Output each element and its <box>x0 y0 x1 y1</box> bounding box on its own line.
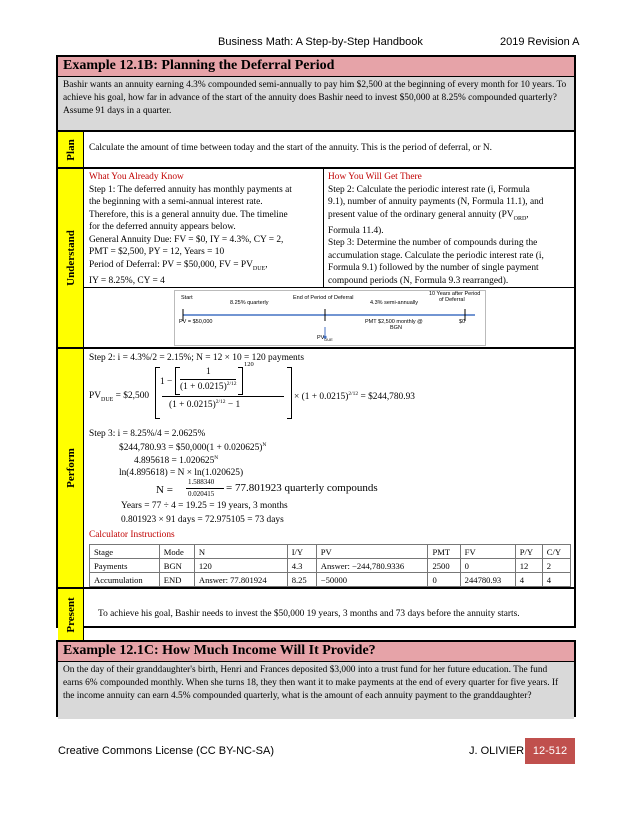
timeline-end-deferral: End of Period of Deferral <box>293 295 354 301</box>
table-cell: I/Y <box>287 545 316 559</box>
timeline-pvdue: $PV_{DUE}$ <box>317 335 333 343</box>
table-cell: P/Y <box>515 545 542 559</box>
table-cell: END <box>159 573 194 587</box>
n-num: 1.588340 <box>188 478 215 486</box>
example-title: Example 12.1C: How Much Income Will It Provide? <box>58 642 574 662</box>
get-line: Step 2: Calculate the periodic interest rate (i, Formula <box>328 184 530 195</box>
page-number: 12-512 <box>525 738 575 764</box>
known-line: Step 1: The deferred annuity has monthly payments at <box>89 184 292 195</box>
table-row <box>90 559 571 573</box>
license: Creative Commons License (CC BY-NC-SA) <box>58 745 274 757</box>
table-cell: 4.3 <box>287 559 316 573</box>
problem-statement: On the day of their granddaughter's birth, Henri and Frances deposited $3,000 into a trust fund for her future education. The fund earns 6% compounded monthly. When she turns 18, they then want it to make payments at the end of every quarter for five years. If the income annuity can earn 4.5% compounded quarterly, what is the amount of each annuity payment to the granddaughter? <box>58 662 574 719</box>
table-cell: 0 <box>428 573 460 587</box>
example-12-1c <box>56 640 576 717</box>
get-line: 9.1), number of annuity payments (N, Formula 11.1), and <box>328 197 544 207</box>
get-line: Formula 9.1) followed by the number of single payment <box>328 263 539 274</box>
table-cell: 244780.93 <box>460 573 515 587</box>
understand-label: Understand <box>58 169 84 347</box>
eq2: $4.895618 = 1.020625^N$ <box>134 455 219 467</box>
known-line: the beginning with a semi-annual interest rate. <box>89 197 263 207</box>
problem-statement: Bashir wants an annuity earning 4.3% compounded semi-annually to pay him $2,500 at the beginning of every month for 10 years. To achieve his goal, how far in advance of the start of the annuity does Bashir need to invest $50,000 at 8.25% compounded quarterly? Assume 91 days in a quarter. <box>58 77 574 130</box>
known-line: General Annuity Due: FV = $0, IY = 4.3%, CY = 2, <box>89 234 284 245</box>
get-line: Formula 11.4). <box>328 225 384 236</box>
table-cell: 4 <box>542 573 570 587</box>
frac-den: $(1 + 0.0215)^{2/12} - 1$ <box>169 399 241 411</box>
book-title: Business Math: A Step-by-Step Handbook <box>218 36 423 48</box>
years-line: Years = 77 ÷ 4 = 19.25 = 19 years, 3 months <box>121 501 288 511</box>
known-line: Therefore, this is a general annuity due. The timeline <box>89 209 288 220</box>
author: J. OLIVIER <box>469 745 525 757</box>
table-cell: 8.25 <box>287 573 316 587</box>
table-cell: 120 <box>194 559 287 573</box>
plan-column <box>328 171 573 287</box>
frac-base: $(1 + 0.0215)^{2/12}$ <box>180 381 237 393</box>
table-cell: C/Y <box>542 545 570 559</box>
n-rhs: = 77.801923 quarterly compounds <box>226 482 378 494</box>
table-cell: PV <box>316 545 428 559</box>
table-cell: 2 <box>542 559 570 573</box>
known-line: IY = 8.25%, CY = 4 <box>89 275 165 286</box>
present-label: Present <box>58 589 84 640</box>
present-text: To achieve his goal, Bashir needs to invest the $50,000 19 years, 3 months and 73 days before the annuity starts. <box>98 609 520 619</box>
table-cell: N <box>194 545 287 559</box>
timeline-rate1: 8.25% quarterly <box>230 300 269 306</box>
table-cell: FV <box>460 545 515 559</box>
perform-section <box>58 347 574 587</box>
pvdue-rhs: × $(1 + 0.0215)^{2/12}$ = $244,780.93 <box>294 391 415 403</box>
known-line: for the deferred annuity appears below. <box>89 222 236 232</box>
table-cell: −50000 <box>316 573 428 587</box>
frac-one: 1 − <box>160 377 173 387</box>
pvdue-lhs: $PV_{DUE}$ = $2,500 <box>89 391 150 403</box>
get-line: compound periods (N, Formula 9.3 rearranged). <box>328 275 509 286</box>
timeline-rate2: 4.3% semi-annually <box>370 300 418 306</box>
get-line: Step 3: Determine the number of compounds during the <box>328 238 538 249</box>
step3-text: Step 3: i = 8.25%/4 = 2.0625% <box>89 429 206 439</box>
get-line: accumulation stage. Calculate the periodic interest rate (i, <box>328 250 544 261</box>
table-cell: 0 <box>460 559 515 573</box>
timeline-start: Start <box>181 295 193 301</box>
calculator-table <box>89 544 571 587</box>
plan-label: Plan <box>58 132 84 167</box>
table-cell: Stage <box>90 545 160 559</box>
revision: 2019 Revision A <box>500 36 580 48</box>
frac-num: 1 <box>206 367 211 377</box>
table-cell: 2500 <box>428 559 460 573</box>
plan-section <box>58 130 574 167</box>
known-heading: What You Already Know <box>89 172 184 182</box>
timeline-diagram <box>174 290 486 346</box>
table-cell: Payments <box>90 559 160 573</box>
table-cell: Accumulation <box>90 573 160 587</box>
table-cell: 12 <box>515 559 542 573</box>
calc-heading: Calculator Instructions <box>89 530 175 540</box>
understand-section <box>58 167 574 347</box>
table-cell: Mode <box>159 545 194 559</box>
perform-label: Perform <box>58 349 84 587</box>
known-column <box>89 171 319 287</box>
exp-120: 120 <box>244 361 254 368</box>
get-line: present value of the ordinary general annuity ($PV_{ORD}$, <box>328 209 529 222</box>
table-cell: BGN <box>159 559 194 573</box>
days-line: 0.801923 × 91 days = 72.975105 = 73 days <box>121 515 284 525</box>
timeline-pv: PV = $50,000 <box>179 319 213 325</box>
example-12-1b <box>56 55 576 633</box>
step2-text: Step 2: i = 4.3%/2 = 2.15%; N = 12 × 10 = 120 payments <box>89 353 304 363</box>
table-cell: PMT <box>428 545 460 559</box>
timeline-ten-years: 10 Years after Period <box>429 291 481 297</box>
timeline-zero: $0 <box>459 319 466 325</box>
table-cell: Answer: 77.801924 <box>194 573 287 587</box>
n-den: 0.020415 <box>188 490 215 498</box>
get-heading: How You Will Get There <box>328 172 422 182</box>
known-line: PMT = $2,500, PY = 12, Years = 10 <box>89 247 225 257</box>
table-header-row <box>90 545 571 559</box>
table-row <box>90 573 571 587</box>
table-cell: 4 <box>515 573 542 587</box>
plan-text: Calculate the amount of time between today and the start of the annuity. This is the period of deferral, or N. <box>89 143 493 153</box>
timeline-bgn: BGN <box>390 325 402 331</box>
table-cell: Answer: −244,780.9336 <box>316 559 428 573</box>
present-section <box>58 587 574 640</box>
timeline-pmt: PMT $2,500 monthly @ <box>365 319 423 325</box>
known-line: Period of Deferral: PV = $50,000, FV = $PV_{DUE}$, <box>89 259 268 272</box>
eq1: $244,780.93 = $50,000(1 + 0.020625)$^N$ <box>119 442 267 454</box>
eq3: ln(4.895618) = N × ln(1.020625) <box>119 468 244 478</box>
n-lhs: N = <box>156 484 173 496</box>
example-title: Example 12.1B: Planning the Deferral Period <box>58 57 574 77</box>
timeline-ten-years-2: of Deferral <box>439 297 465 303</box>
